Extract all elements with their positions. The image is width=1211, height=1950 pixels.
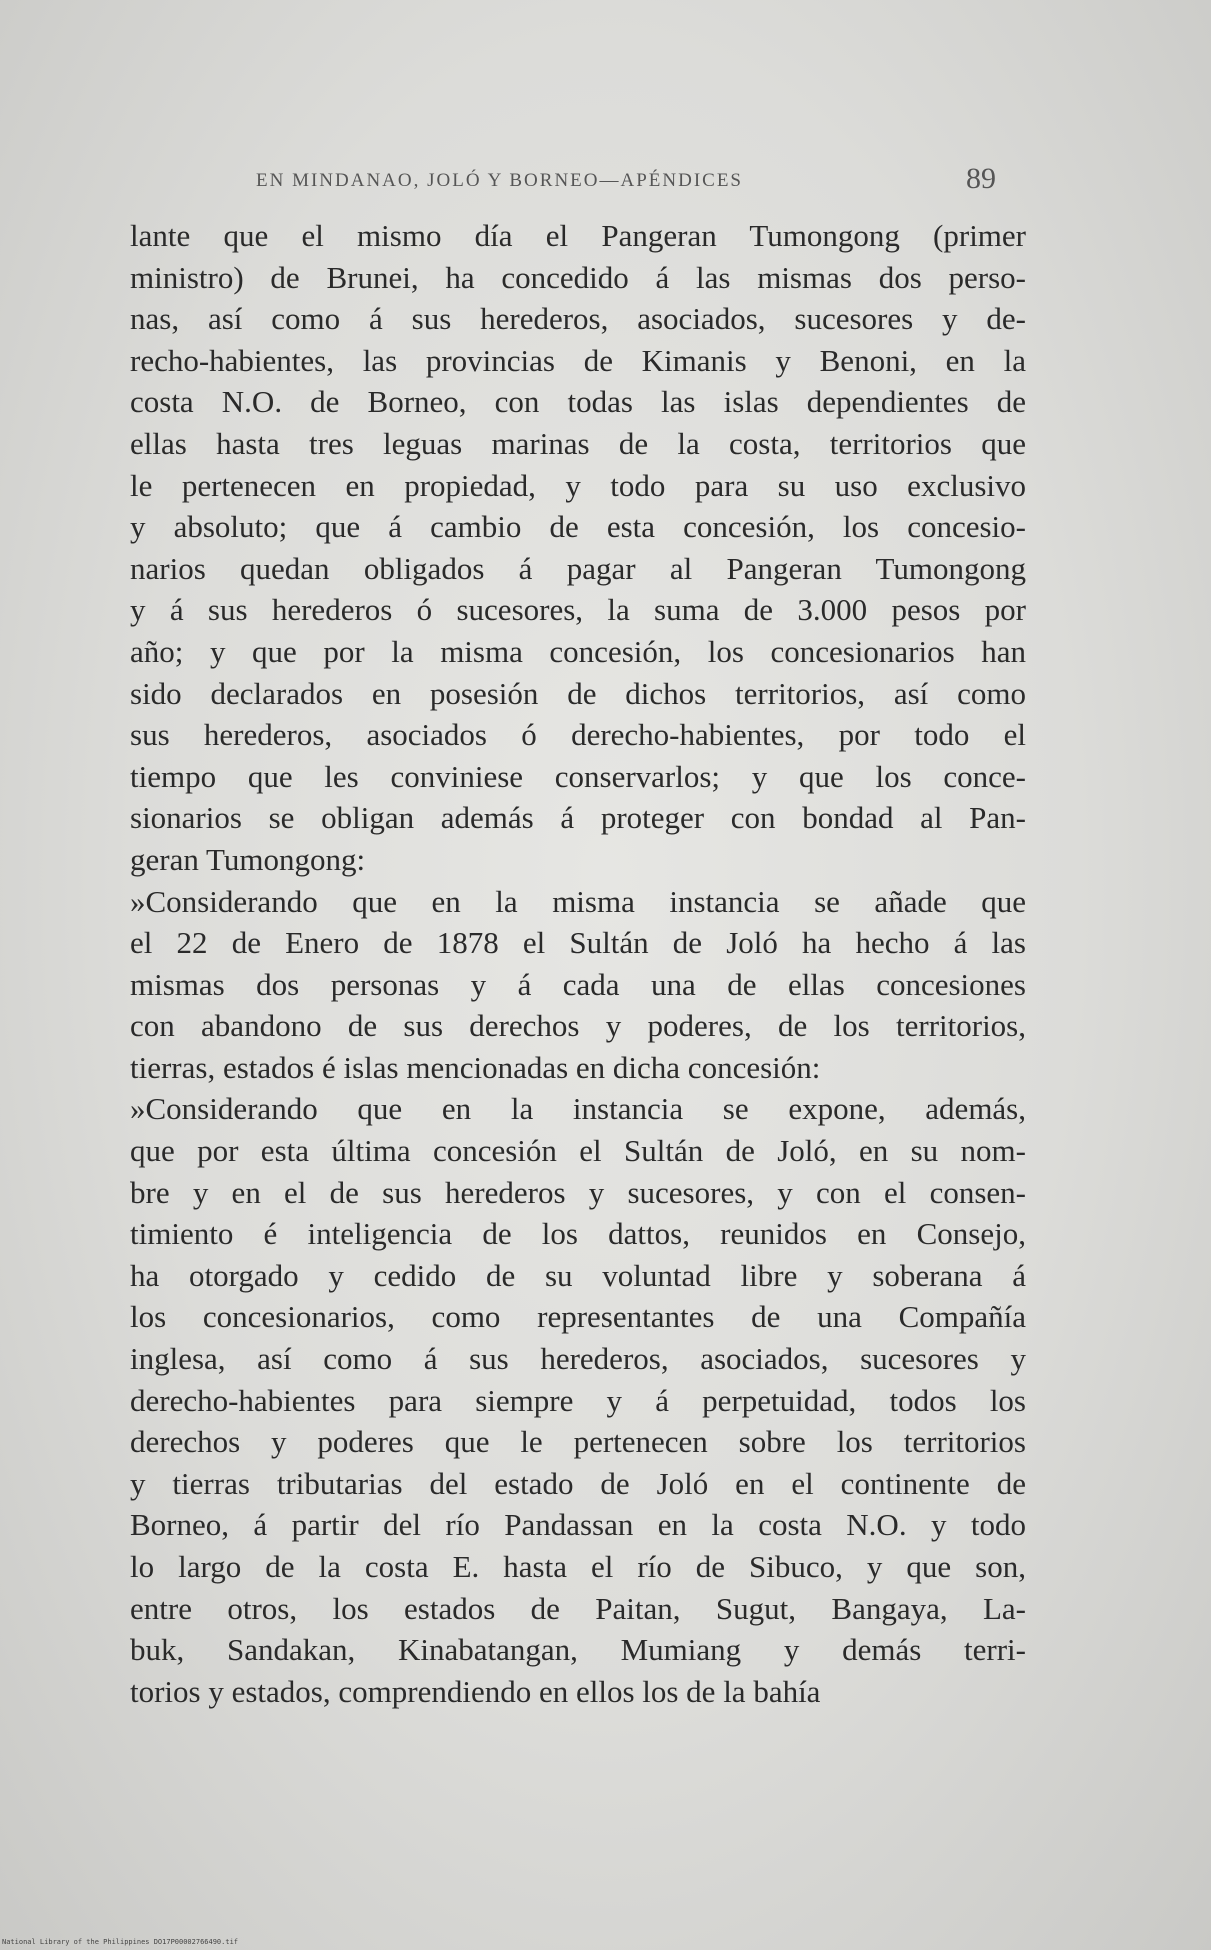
- text-line: el 22 de Enero de 1878 el Sultán de Joló ha hecho á las: [130, 925, 1026, 961]
- body-text: [130, 215, 1026, 1712]
- text-line: ha otorgado y cedido de su voluntad libre y soberana á: [130, 1257, 1026, 1293]
- text-line: derechos y poderes que le pertenecen sobre los territorios: [130, 1424, 1026, 1460]
- text-line: torios y estados, comprendiendo en ellos los de la bahía: [130, 1673, 821, 1709]
- text-line: »Considerando que en la misma instancia se añade que: [130, 883, 1026, 919]
- text-line: mismas dos personas y á cada una de ellas concesiones: [130, 966, 1026, 1002]
- text-line: que por esta última concesión el Sultán de Joló, en su nom-: [130, 1133, 1026, 1169]
- text-line: entre otros, los estados de Paitan, Sugut, Bangaya, La-: [130, 1590, 1026, 1626]
- text-line: nas, así como á sus herederos, asociados, sucesores y de-: [130, 301, 1026, 337]
- text-line: derecho-habientes para siempre y á perpetuidad, todos los: [130, 1382, 1026, 1418]
- text-line: sido declarados en posesión de dichos territorios, así como: [130, 675, 1026, 711]
- text-line: »Considerando que en la instancia se expone, además,: [130, 1091, 1026, 1127]
- text-line: y absoluto; que á cambio de esta concesión, los concesio-: [130, 509, 1026, 545]
- page-number: 89: [966, 162, 996, 195]
- text-line: lante que el mismo día el Pangeran Tumongong (primer: [130, 218, 1026, 253]
- text-line: costa N.O. de Borneo, con todas las islas dependientes de: [130, 384, 1026, 420]
- scan-footer: National Library of the Philippines DO17P00002766490.tif: [2, 1938, 239, 1946]
- text-line: geran Tumongong:: [130, 841, 366, 877]
- text-line: tierras, estados é islas mencionadas en dicha concesión:: [130, 1049, 821, 1085]
- text-line: timiento é inteligencia de los dattos, reunidos en Consejo,: [130, 1216, 1026, 1252]
- text-line: y á sus herederos ó sucesores, la suma de 3.000 pesos por: [130, 592, 1026, 628]
- text-line: buk, Sandakan, Kinabatangan, Mumiang y demás terri-: [130, 1632, 1026, 1668]
- text-line: tiempo que les conviniese conservarlos; y que los conce-: [130, 758, 1026, 794]
- text-line: le pertenecen en propiedad, y todo para su uso exclusivo: [130, 467, 1026, 503]
- text-line: narios quedan obligados á pagar al Pangeran Tumongong: [130, 550, 1026, 586]
- text-line: recho-habientes, las provincias de Kimanis y Benoni, en la: [130, 342, 1026, 378]
- header-title: EN MINDANAO, JOLÓ Y BORNEO—APÉNDICES: [256, 170, 744, 191]
- text-line: Borneo, á partir del río Pandassan en la costa N.O. y todo: [130, 1507, 1026, 1543]
- text-line: sionarios se obligan además á proteger con bondad al Pan-: [130, 800, 1026, 836]
- text-line: y tierras tributarias del estado de Joló en el continente de: [130, 1465, 1026, 1501]
- text-line: lo largo de la costa E. hasta el río de Sibuco, y que son,: [130, 1549, 1026, 1584]
- text-line: sus herederos, asociados ó derecho-habientes, por todo el: [130, 717, 1026, 753]
- text-line: inglesa, así como á sus herederos, asociados, sucesores y: [130, 1341, 1026, 1377]
- text-line: ministro) de Brunei, ha concedido á las mismas dos perso-: [130, 259, 1026, 295]
- text-line: año; y que por la misma concesión, los concesionarios han: [130, 633, 1026, 669]
- text-line: los concesionarios, como representantes de una Compañía: [130, 1299, 1026, 1335]
- text-line: bre y en el de sus herederos y sucesores, y con el consen-: [130, 1174, 1026, 1210]
- text-line: ellas hasta tres leguas marinas de la costa, territorios que: [130, 425, 1026, 461]
- running-header: [130, 160, 1026, 200]
- text-line: con abandono de sus derechos y poderes, de los territorios,: [130, 1008, 1026, 1044]
